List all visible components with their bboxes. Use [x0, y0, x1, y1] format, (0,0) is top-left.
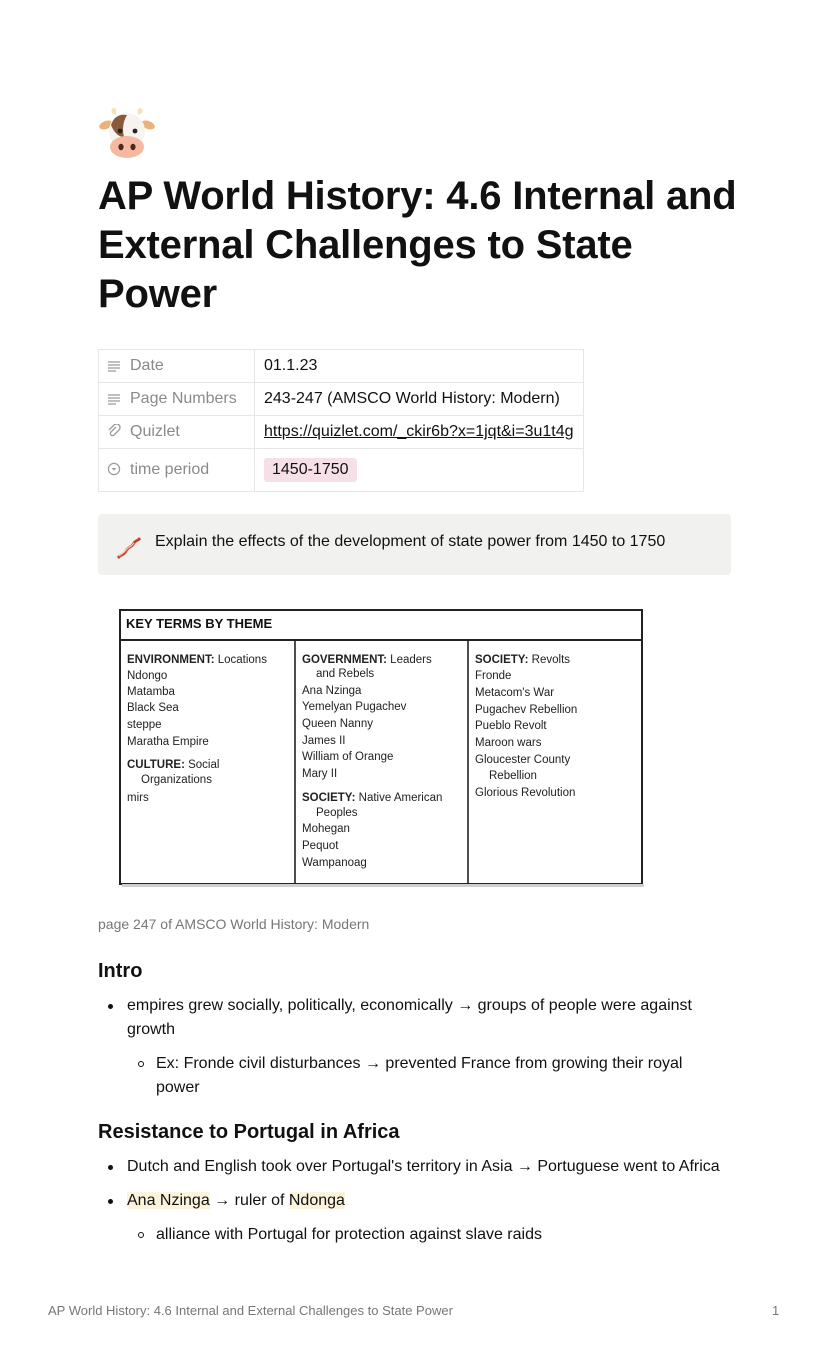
term: Pueblo Revolt — [475, 720, 547, 732]
time-period-tag[interactable]: 1450-1750 — [264, 458, 357, 482]
property-row-date[interactable] — [99, 350, 584, 383]
term: Matamba — [127, 686, 175, 698]
svg-text:SOCIETY: Native American: SOCIETY: Native American — [302, 792, 443, 804]
col3-heading: SOCIETY: — [475, 654, 529, 666]
paperclip-icon — [107, 424, 121, 438]
list-item: alliance with Portugal for protection against slave raids — [156, 1223, 542, 1247]
page-title: AP World History: 4.6 Internal and External Challenges to State Power — [98, 174, 737, 316]
term: Pequot — [302, 840, 339, 852]
term: Ndongo — [127, 670, 168, 682]
page-number: 1 — [772, 1303, 780, 1318]
svg-text:CULTURE: Social: CULTURE: Social — [127, 759, 220, 771]
property-label: Page Numbers — [130, 390, 237, 407]
quizlet-link[interactable]: https://quizlet.com/_ckir6b?x=1jqt&i=3u1t4g — [264, 423, 574, 440]
col2-heading-2: SOCIETY: — [302, 792, 356, 804]
term: Mohegan — [302, 823, 350, 835]
key-terms-image — [112, 598, 652, 894]
section-heading-intro: Intro — [98, 960, 143, 982]
term: James II — [302, 735, 346, 747]
list-item: Ana Nzinga → ruler of Ndonga — [127, 1189, 345, 1213]
svg-text:and Rebels: and Rebels — [316, 668, 375, 680]
highlighted-term: Ana Nzinga — [127, 1192, 210, 1209]
term: Black Sea — [127, 702, 179, 714]
list-item: Dutch and English took over Portugal's territory in Asia → Portuguese went to Africa — [127, 1155, 720, 1179]
callout-box — [98, 514, 731, 575]
property-label: time period — [130, 461, 210, 478]
property-row-quizlet[interactable] — [99, 416, 584, 449]
term: mirs — [127, 792, 149, 804]
term: Gloucester County — [475, 754, 571, 766]
svg-text:Rebellion: Rebellion — [489, 770, 537, 782]
term: William of Orange — [302, 751, 394, 763]
list-item: empires grew socially, politically, economically → groups of people were against growth — [127, 994, 692, 1042]
footer-title: AP World History: 4.6 Internal and External Challenges to State Power — [48, 1303, 453, 1318]
list-item: Ex: Fronde civil disturbances → prevented France from growing their royal power — [156, 1052, 682, 1100]
property-row-page-numbers[interactable] — [99, 383, 584, 416]
section-heading-resistance: Resistance to Portugal in Africa — [98, 1121, 400, 1143]
text-lines-icon — [107, 360, 121, 372]
text-lines-icon — [107, 393, 121, 405]
bacon-icon — [114, 533, 142, 561]
term: Pugachev Rebellion — [475, 704, 578, 716]
term: Ana Nzinga — [302, 685, 362, 697]
term: Mary II — [302, 768, 338, 780]
highlighted-term: Ndonga — [288, 1192, 345, 1209]
property-label: Quizlet — [130, 423, 180, 440]
property-value-date[interactable]: 01.1.23 — [255, 350, 584, 383]
col1-heading-2: CULTURE: — [127, 759, 185, 771]
svg-text:ENVIRONMENT: Locations: ENVIRONMENT: Locations — [127, 654, 267, 666]
svg-text:GOVERNMENT: Leaders: GOVERNMENT: Leaders — [302, 654, 432, 666]
term: Queen Nanny — [302, 718, 373, 730]
svg-text:Organizations: Organizations — [141, 774, 212, 786]
term: Maroon wars — [475, 737, 542, 749]
term: Yemelyan Pugachev — [302, 701, 407, 713]
col2-heading: GOVERNMENT: — [302, 654, 387, 666]
svg-text:Peoples: Peoples — [316, 807, 358, 819]
term: Glorious Revolution — [475, 787, 576, 799]
property-label: Date — [130, 357, 164, 374]
properties-table — [98, 349, 584, 492]
term: steppe — [127, 719, 162, 731]
svg-text:SOCIETY: Revolts: SOCIETY: Revolts — [475, 654, 571, 666]
cow-face-icon — [98, 107, 156, 163]
callout-text: Explain the effects of the development of state power from 1450 to 1750 — [155, 533, 666, 550]
col1-heading: ENVIRONMENT: — [127, 654, 215, 666]
key-terms-header: KEY TERMS BY THEME — [126, 616, 273, 631]
image-caption: page 247 of AMSCO World History: Modern — [98, 916, 370, 932]
term: Metacom's War — [475, 687, 555, 699]
property-value-page-numbers[interactable]: 243-247 (AMSCO World History: Modern) — [255, 383, 584, 416]
term: Wampanoag — [302, 857, 367, 869]
property-row-time-period[interactable] — [99, 449, 584, 492]
term: Fronde — [475, 670, 512, 682]
term: Maratha Empire — [127, 736, 209, 748]
select-arrow-icon — [107, 462, 121, 476]
